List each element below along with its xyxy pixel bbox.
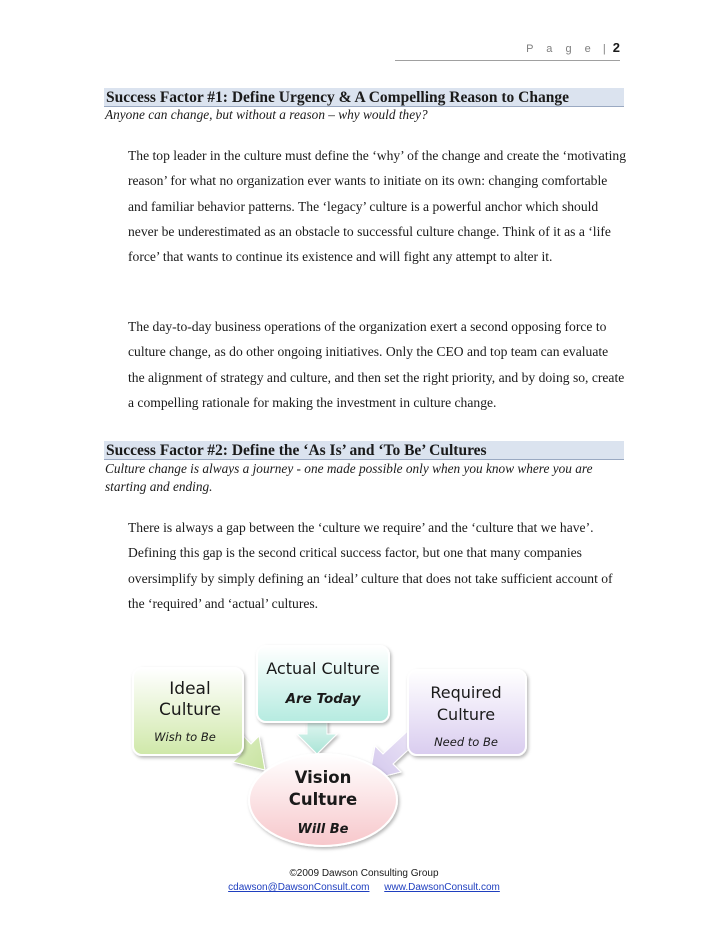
required-line2: Culture [436,705,496,724]
actual-culture-box [257,646,389,722]
footer-copyright: ©2009 Dawson Consulting Group [289,868,439,879]
vision-line2: Culture [288,790,358,809]
actual-title: Actual Culture [266,659,380,678]
factor1-paragraph-2 [128,314,628,415]
actual-subtitle: Are Today [285,691,361,707]
footer-email-link[interactable]: cdawson@DawsonConsult.com [228,882,370,893]
culture-diagram-svg [125,638,545,873]
factor2-paragraph-1 [128,515,628,616]
required-subtitle: Need to Be [434,735,498,749]
factor1-paragraph-1 [128,143,628,269]
factor1-paragraph-1-text: The top leader in the culture must define the ‘why’ of the change and create the ‘motivating reason’ for what no organization ever wants to initiate on its own: changing comfortable and familiar behavior patterns. The ‘legacy’ culture is a powerful anchor which should never be underestimated as an obstacle to successful culture change. Think of it as a ‘life force’ that wants to continue its existence and will fight any attempt to alter it. [128,148,626,265]
factor1-heading: Success Factor #1: Define Urgency & A Compelling Reason to Change [104,88,624,107]
required-line1: Required [430,683,502,702]
culture-diagram [125,638,545,873]
ideal-line2: Culture [159,700,221,720]
page-header [395,40,620,58]
page-separator: | [602,43,606,55]
actual-to-vision-arrow [297,720,337,754]
ideal-subtitle: Wish to Be [154,730,216,744]
page-label: P a g e [526,43,596,55]
page-number: 2 [612,40,620,55]
footer [0,868,728,893]
header-rule [395,60,620,61]
footer-links [0,882,728,893]
factor2-subtitle: Culture change is always a journey - one made possible only when you know where you are starting and ending. [105,461,593,494]
required-culture-box [408,670,526,755]
vision-line1: Vision [294,768,352,787]
vision-subtitle: Will Be [297,822,349,837]
factor2-heading: Success Factor #2: Define the ‘As Is’ and ‘To Be’ Cultures [104,441,624,460]
ideal-culture-box [133,668,243,755]
footer-website-link[interactable]: www.DawsonConsult.com [384,882,500,893]
factor1-paragraph-2-text: The day-to-day business operations of the organization exert a second opposing force to culture change, as do other ongoing initiatives. Only the CEO and top team can evaluate the alignment of strategy and culture, and then set the right priority, and by doing so, create a compelling rationale for making the investment in culture change. [128,319,625,410]
factor2-paragraph-1-text: There is always a gap between the ‘culture we require’ and the ‘culture that we have’. Defining this gap is the second critical success factor, but one that many companies oversimplify by simply defining an ‘ideal’ culture that does not take sufficient account of the ‘required’ and ‘actual’ cultures. [128,520,613,611]
vision-culture-ellipse [249,754,397,846]
factor1-subtitle: Anyone can change, but without a reason – why would they? [105,107,428,122]
ideal-line1: Ideal [169,679,211,699]
